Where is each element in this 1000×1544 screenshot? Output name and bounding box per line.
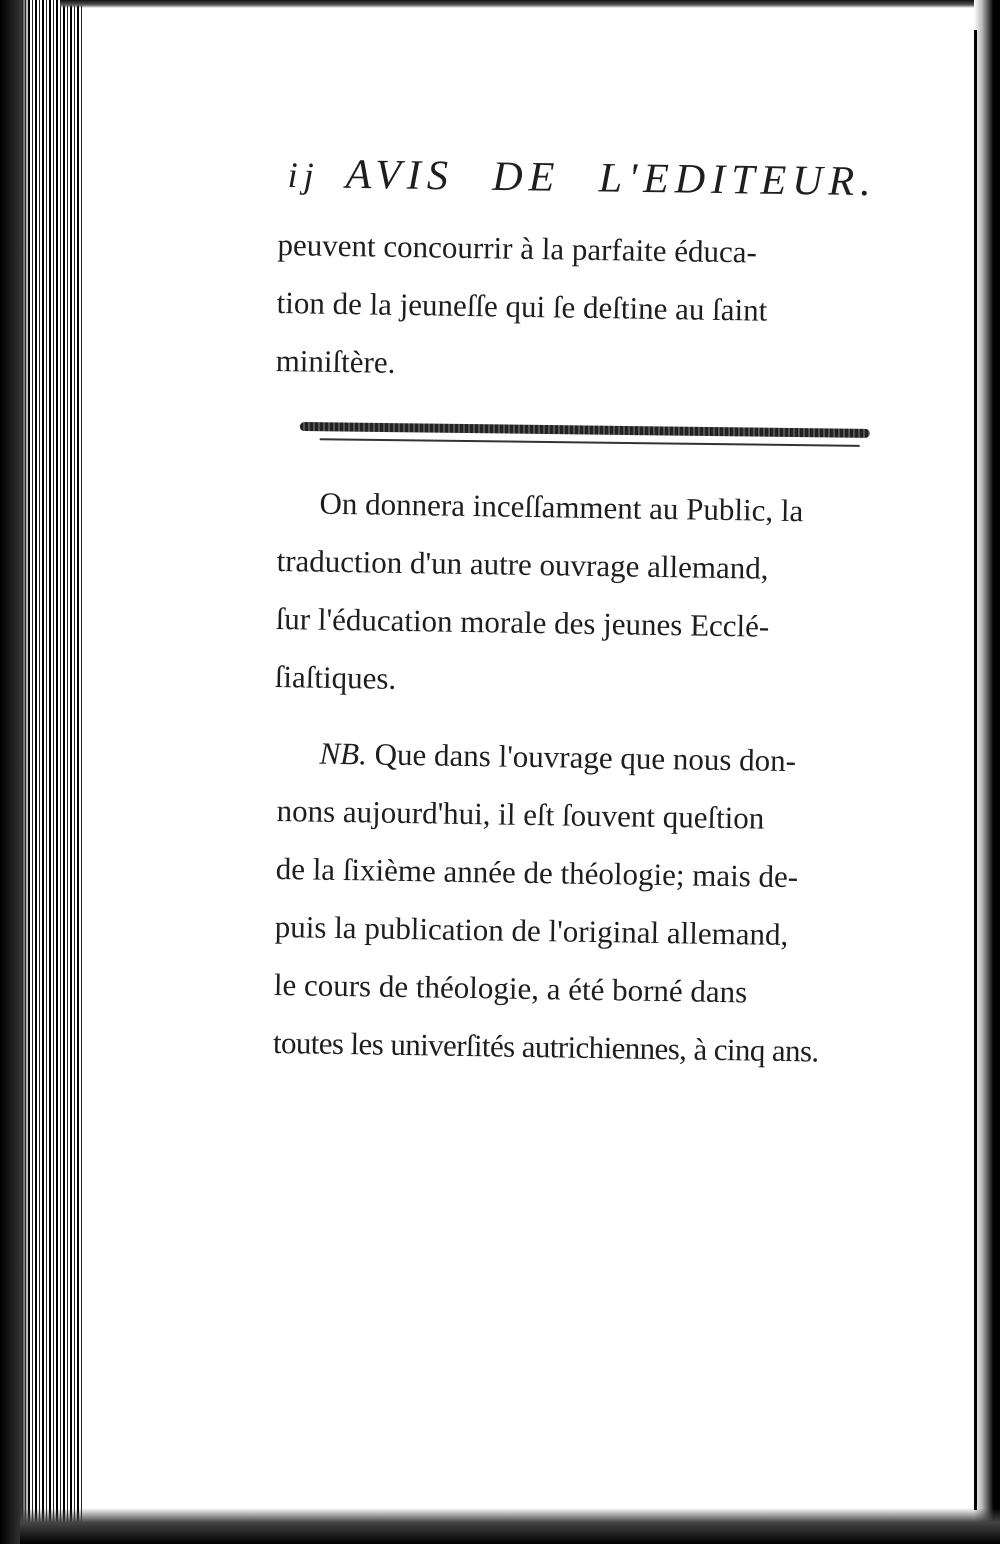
rule-thin-line <box>320 438 860 447</box>
text-line: nons aujourd'hui, il eſt ſouvent queſtion <box>276 792 765 836</box>
text-line: ſiaſtiques. <box>274 658 397 696</box>
text-line: miniſtère. <box>275 342 396 380</box>
right-scan-border <box>974 0 1000 1544</box>
text-line: peuvent concourrir à la parfaite éduca- <box>277 226 758 270</box>
top-scan-border <box>60 0 1000 8</box>
paragraph-nota-bene <box>273 724 898 1082</box>
binding-shadow <box>0 0 30 1544</box>
bottom-scan-border <box>20 1508 1000 1544</box>
right-page-edge <box>974 30 977 1510</box>
running-title: AVIS DE L'EDITEUR. <box>345 151 877 206</box>
ornamental-rule <box>300 416 870 451</box>
text-line <box>277 724 898 792</box>
text-line: traduction d'un autre ouvrage allemand, <box>276 542 769 586</box>
paragraph-announcement <box>274 474 898 716</box>
text-line: toutes les univerſités autrichiennes, à cinq ans. <box>272 1024 819 1069</box>
text-line: le cours de théologie, a été borné dans <box>273 966 748 1010</box>
text-line: On donnera inceſſamment au Public, la <box>319 485 804 529</box>
nb-label: NB. <box>319 735 368 772</box>
paragraph-continuation <box>275 216 898 400</box>
text-line: tion de la jeuneſſe qui ſe deſtine au ſaint <box>276 284 768 328</box>
rule-thick-bar <box>300 422 870 438</box>
text-line: ſur l'éducation morale des jeunes Ecclé- <box>275 600 770 644</box>
page-number: ij <box>287 154 320 196</box>
page-content <box>272 150 898 1072</box>
running-head <box>287 150 898 207</box>
nb-first-line: Que dans l'ouvrage que nous don- <box>374 736 797 779</box>
text-line: de la ſixième année de théologie; mais de- <box>275 850 799 895</box>
text-line: puis la publication de l'original allemand, <box>274 908 789 953</box>
